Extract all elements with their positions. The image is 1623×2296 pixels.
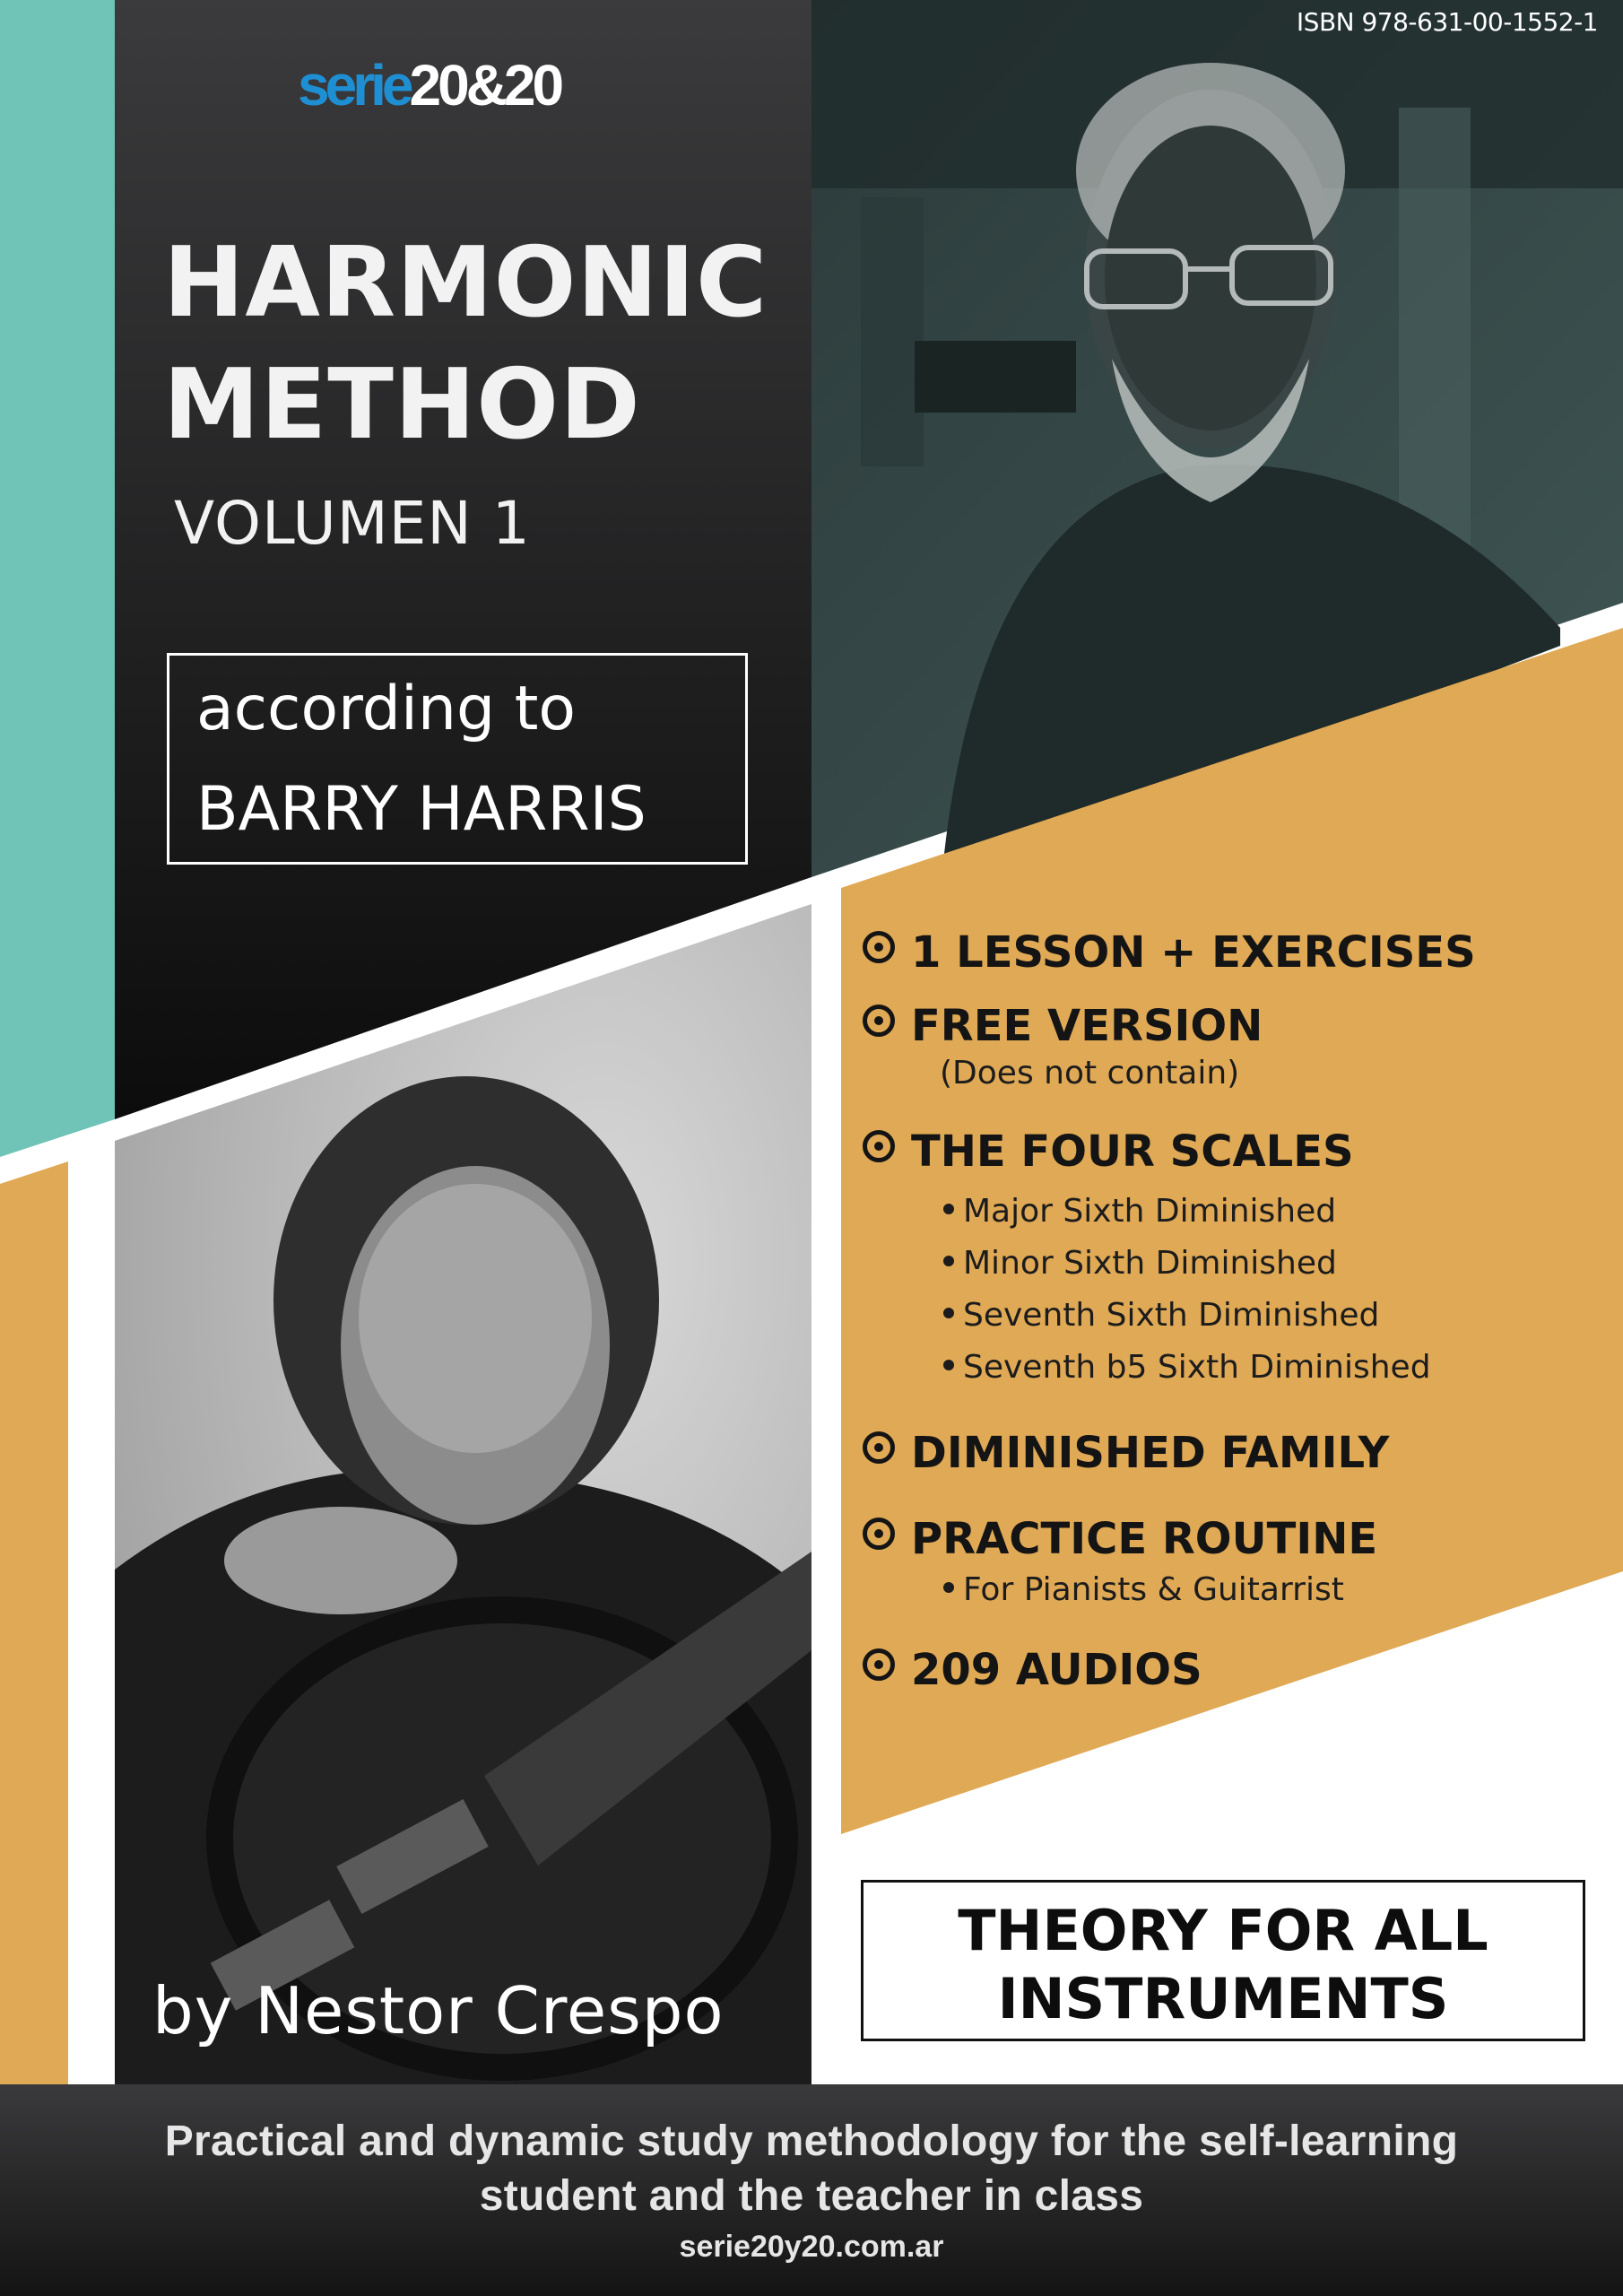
isbn-label: ISBN 978-631-00-1552-1 [1296, 7, 1598, 37]
radio-bullet-icon [863, 931, 895, 963]
feature-heading: 1 LESSON + EXERCISES [863, 927, 1476, 978]
logo-part-serie: serie [298, 53, 410, 117]
feature-item: Seventh Sixth Diminished [943, 1297, 1379, 1334]
feature-item: Minor Sixth Diminished [943, 1245, 1337, 1282]
according-line-2: BARRY HARRIS [196, 774, 647, 845]
footer-line-1: Practical and dynamic study methodology for the self-learning [164, 2118, 1459, 2165]
book-title [163, 222, 768, 466]
radio-bullet-icon [863, 1431, 895, 1464]
bullet-icon [943, 1204, 954, 1214]
feature-note: (Does not contain) [940, 1055, 1240, 1091]
footer-band [0, 2084, 1623, 2296]
according-line-1: according to [196, 674, 577, 744]
feature-heading: THE FOUR SCALES [863, 1126, 1354, 1177]
bullet-icon [943, 1256, 954, 1266]
feature-item: For Pianists & Guitarrist [943, 1571, 1344, 1608]
title-line-1: HARMONIC [163, 227, 768, 339]
series-logo [298, 52, 560, 118]
theory-line-1: THEORY FOR ALL [958, 1898, 1488, 1963]
logo-part-number: 20&20 [409, 53, 561, 117]
feature-item: Major Sixth Diminished [943, 1193, 1336, 1230]
feature-heading: FREE VERSION [863, 1001, 1263, 1051]
orange-stripe [0, 1161, 68, 2084]
teal-stripe [0, 0, 115, 1157]
volume-label: VOLUMEN 1 [174, 489, 531, 558]
bullet-icon [943, 1360, 954, 1370]
feature-heading: PRACTICE ROUTINE [863, 1514, 1377, 1564]
feature-item: Seventh b5 Sixth Diminished [943, 1349, 1431, 1386]
feature-heading: DIMINISHED FAMILY [863, 1428, 1389, 1478]
theory-line-2: INSTRUMENTS [997, 1966, 1449, 2031]
radio-bullet-icon [863, 1648, 895, 1681]
according-to-box [167, 653, 748, 865]
bullet-icon [943, 1582, 954, 1593]
radio-bullet-icon [863, 1518, 895, 1550]
footer-url: serie20y20.com.ar [679, 2230, 944, 2264]
title-line-2: METHOD [163, 349, 641, 461]
radio-bullet-icon [863, 1130, 895, 1162]
theory-for-all-box [861, 1880, 1585, 2041]
author-byline: by Nestor Crespo [152, 1973, 725, 2048]
radio-bullet-icon [863, 1004, 895, 1037]
footer-line-2: student and the teacher in class [479, 2172, 1144, 2220]
bullet-icon [943, 1308, 954, 1318]
feature-heading: 209 AUDIOS [863, 1645, 1202, 1695]
